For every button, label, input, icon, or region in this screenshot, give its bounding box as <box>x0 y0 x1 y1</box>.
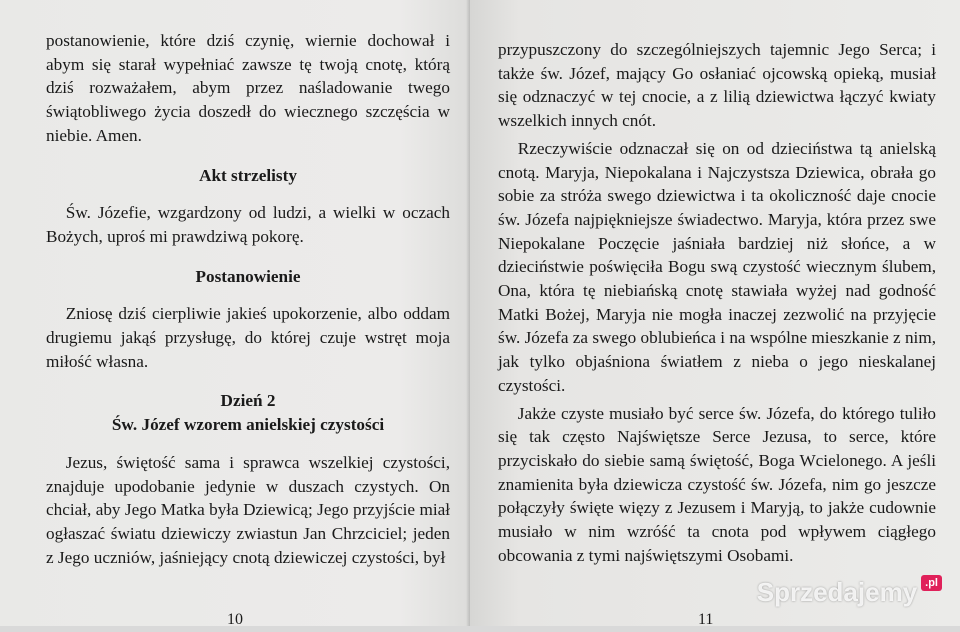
heading-day: Dzień 2 <box>220 391 276 411</box>
heading-akt-strzelisty: Akt strzelisty <box>199 165 297 185</box>
right-paragraph-2: Rzeczywiście odznaczał się on od dzieciństwa tą anielską cnotą. Maryja, Niepokalana i Najczystsza Dziewica, obrała go sobie za stróża swego dziewictwa i ta okoliczność daje cnocie św. Józefa najpiękniejsze świadectwo. Maryja, która przez swe Niepokalane Poczęcie jaśniała bardziej niż słońce, a w dzieciństwie poświęciła Bogu swą czystość wiecznym ślubem, Ona, która tę niebiańską cnotę stawiała wyżej nad godność Matki Bożej, Maryja nie mogła inaczej zezwolić na przyjęcie św. Józefa za swego oblubieńca i na wspólne mieszkanie z nim, jak tylko objaśniona światłem z nieba o jego nieskalanej czystości. <box>498 138 936 395</box>
right-paragraph-1: przypuszczony do szczególniejszych tajemnic Jego Serca; i także św. Józef, mający Go osłaniać ojcowską opieką, musiał się odznaczyć w tej cnocie, a z lilią dziewictwa łączyć kwiaty wszelkich innych cnót. <box>498 40 936 131</box>
right-paragraph-3: Jakże czyste musiało być serce św. Józefa, do którego tuliło się tak często Najświętsze Serce Jezusa, to serce, które przyciskało do siebie samą świętość, Boga Wcielonego. A jeśli znamienita była dziewicza czystość św. Józefa, nim go jeszcze połączyły święte więzy z Jezusem i Maryją, to jakże cudownie musiało w nim wzróść ta cnota pod wpływem ciągłego obcowania z tymi najświętszymi Osobami. <box>498 403 936 565</box>
watermark-logo <box>757 577 942 608</box>
left-page <box>0 0 470 629</box>
heading-postanowienie: Postanowienie <box>195 266 301 286</box>
right-page <box>470 0 960 629</box>
watermark-badge: .pl <box>921 575 942 591</box>
page-number-left: 10 <box>227 611 243 629</box>
left-paragraph-3: Zniosę dziś cierpliwie jakieś upokorzenie, albo oddam drugiemu jakąś przysługę, do której czuje wstręt moja miłość własna. <box>46 304 450 371</box>
heading-chapter-title: Św. Józef wzorem anielskiej czystości <box>111 415 385 435</box>
watermark-text: Sprzedajemy <box>756 577 918 607</box>
left-paragraph-1: postanowienie, które dziś czynię, wiernie dochował i abym się starał wypełniać zawsze tę twoją cnotę, którą dziś rozważałem, abym przez naśladowanie twego świątobliwego życia doszedł do wiecznego szczęścia w niebie. Amen. <box>46 31 450 145</box>
left-paragraph-2: Św. Józefie, wzgardzony od ludzi, a wielki w oczach Bożych, uproś mi prawdziwą pokorę. <box>46 203 450 246</box>
left-paragraph-4: Jezus, świętość sama i sprawca wszelkiej czystości, znajduje upodobanie jedynie w duszach czystych. On chciał, aby Jego Matka była Dziewicą; Jego przyjście miał ogłaszać światu dziewiczy zwiastun Jan Chrzciciel; jeden z Jego uczniów, jaśniejący cnotą dziewiczej czystości, był <box>46 452 450 567</box>
page-number-right: 11 <box>698 611 714 629</box>
